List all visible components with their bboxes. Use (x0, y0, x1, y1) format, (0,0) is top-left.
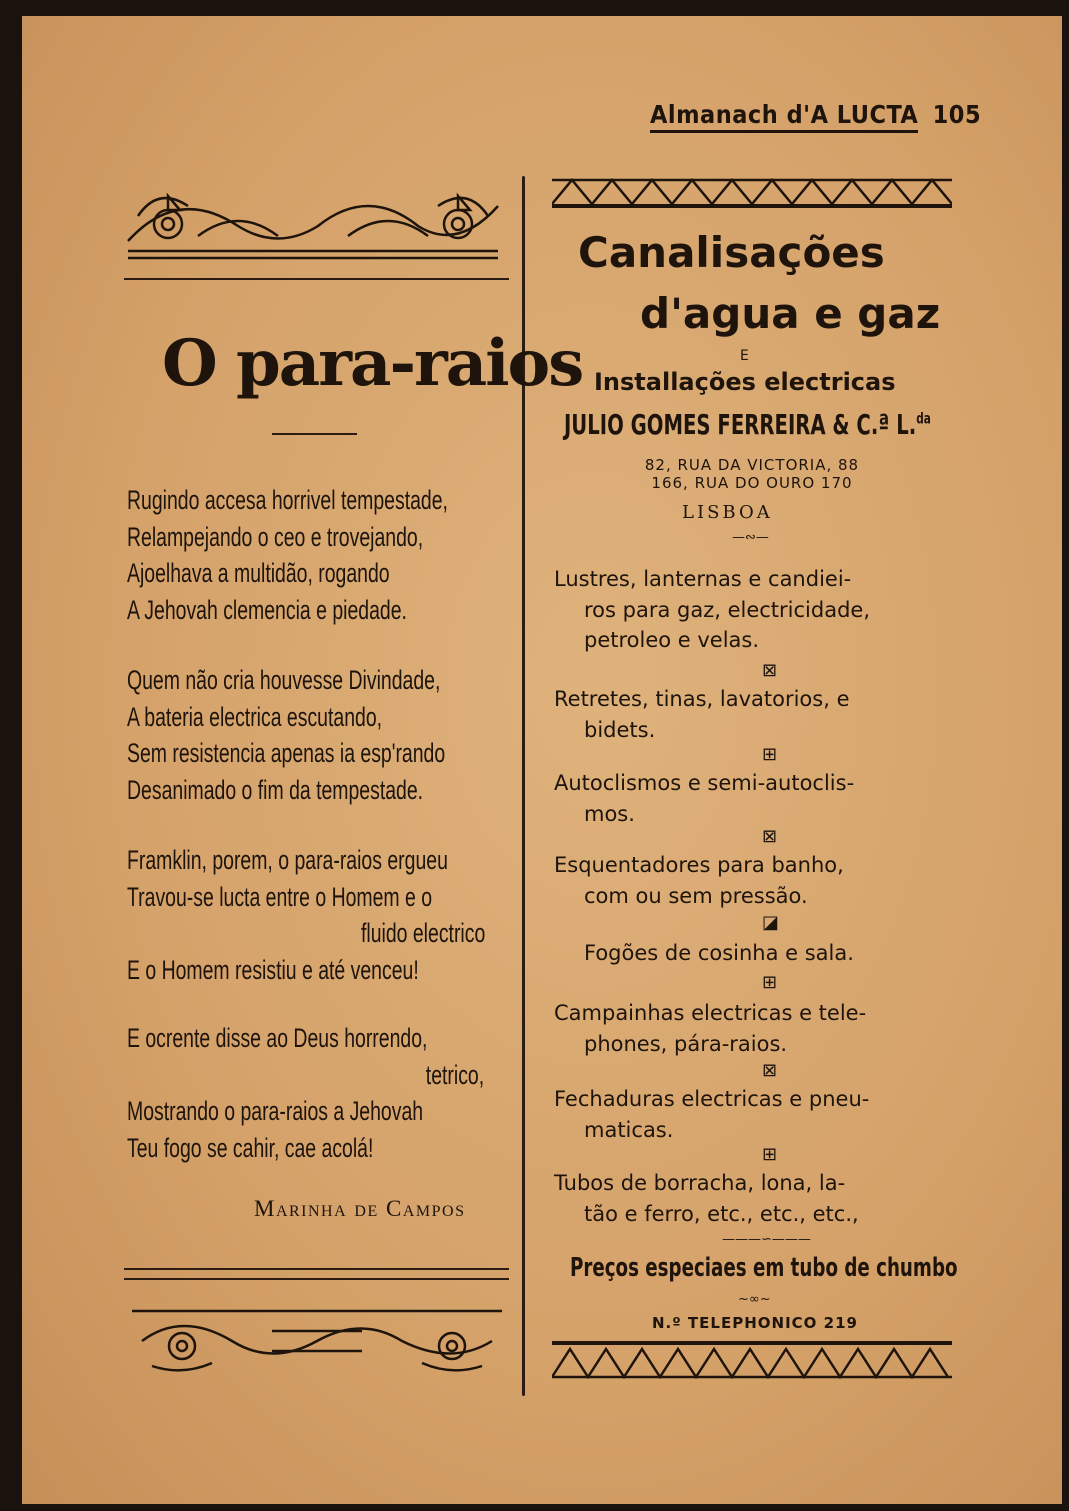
ad-item-lustres (554, 564, 939, 656)
poem-stanza-2 (127, 662, 446, 808)
ad-item-autoclismos (554, 768, 939, 829)
ad-item-fechaduras (554, 1084, 939, 1145)
item-line: Esquentadores para banho, (554, 853, 844, 877)
ad-item-retretes (554, 684, 939, 745)
ad-title-line1: Canalisações (578, 228, 885, 277)
bottom-floral-ornament (122, 1301, 512, 1381)
verse-line: Ajoelhava a multidão, rogando (127, 558, 390, 588)
flourish-icon: ———∽——— (722, 1232, 811, 1247)
ad-item-campainhas (554, 998, 939, 1059)
page-number: 105 (932, 100, 982, 129)
ad-item-tubos (554, 1168, 939, 1229)
verse-line: Framklin, porem, o para-raios ergueu (127, 845, 448, 875)
ornament-icon: ⊠ (762, 826, 778, 847)
item-line: maticas. (584, 1117, 674, 1142)
bottom-rule (124, 1268, 509, 1270)
item-line: Autoclismos e semi-autoclis- (554, 771, 855, 795)
top-floral-ornament (118, 166, 508, 266)
verse-line: Relampejando o ceo e trovejando, (127, 521, 424, 552)
item-line: bidets. (584, 717, 656, 742)
verse-line: tetrico, (425, 1059, 485, 1090)
ad-address-line2: 166, RUA DO OURO 170 (651, 474, 853, 492)
verse-line: Quem não cria houvesse Divindade, (127, 665, 441, 695)
telephone-number: N.º TELEPHONICO 219 (652, 1314, 858, 1332)
item-line: Lustres, lanternas e candiei- (554, 567, 852, 591)
item-line: Retretes, tinas, lavatorios, e (554, 687, 850, 711)
verse-line: Mostrando o para-raios a Jehovah (127, 1096, 424, 1126)
flourish-icon: ~∞~ (738, 1292, 771, 1307)
almanac-page (22, 16, 1062, 1504)
poem-author: Marinha de Campos (254, 1196, 466, 1221)
verse-line: Desanimado o fim da tempestade. (127, 774, 424, 805)
almanac-title: Almanach d'A LUCTA (650, 100, 918, 133)
poem-stanza-3 (127, 842, 486, 988)
verse-line: E ocrente disse ao Deus horrendo, (127, 1023, 428, 1053)
company-name-text: JULIO GOMES FERREIRA & C.ª L. (564, 408, 917, 441)
item-line: mos. (584, 801, 635, 826)
ornament-icon: ⊠ (762, 660, 778, 681)
ad-item-fogoes (554, 938, 939, 969)
verse-line: Rugindo accesa horrivel tempestade, (127, 485, 448, 515)
ornament-icon: ⊠ (762, 1060, 778, 1081)
item-line: petroleo e velas. (584, 628, 760, 652)
ad-city: LISBOA (682, 502, 773, 523)
verse-line: A Jehovah clemencia e piedade. (127, 594, 407, 625)
verse-line: fluido electrico (361, 918, 486, 948)
verse-line: Teu fogo se cahir, cae acolá! (127, 1132, 374, 1163)
special-prices: Preços especiaes em tubo de chumbo (570, 1253, 958, 1283)
item-line: Campainhas electricas e tele- (554, 1001, 867, 1025)
company-suffix: da (916, 409, 931, 428)
top-rule (124, 278, 509, 280)
item-line: com ou sem pressão. (584, 883, 808, 908)
ad-address-line1: 82, RUA DA VICTORIA, 88 (644, 456, 860, 474)
ad-title-line2: d'agua e gaz (640, 289, 941, 338)
poem-stanza-4 (127, 1020, 485, 1166)
item-line: Fechaduras electricas e pneu- (554, 1087, 870, 1111)
running-header (650, 100, 981, 129)
verse-line: Travou-se lucta entre o Homem e o (127, 881, 433, 912)
ad-subtitle: Installações electricas (594, 368, 896, 396)
title-underline (272, 433, 357, 435)
ornament-icon: ⊞ (762, 744, 778, 765)
verse-line: E o Homem resistiu e até venceu! (127, 954, 419, 985)
ad-conjunction: E (740, 348, 749, 364)
verse-line: Sem resistencia apenas ia esp'rando (127, 738, 446, 768)
item-line: Tubos de borracha, lona, la- (554, 1171, 846, 1195)
item-line: Fogões de cosinha e sala. (584, 941, 854, 965)
ad-company-name (564, 408, 931, 441)
ornament-icon: ◪ (762, 912, 780, 933)
flourish-icon: —∾— (732, 530, 769, 545)
bottom-rule (124, 1278, 509, 1280)
item-line: tão e ferro, etc., etc., etc., (584, 1201, 859, 1226)
item-line: phones, pára-raios. (584, 1031, 788, 1056)
ornament-icon: ⊞ (762, 1144, 778, 1165)
poem-title: O para-raios (162, 326, 583, 401)
ornament-icon: ⊞ (762, 972, 778, 993)
item-line: ros para gaz, electricidade, (584, 597, 871, 622)
ad-item-esquentadores (554, 850, 939, 911)
poem-stanza-1 (127, 482, 448, 628)
verse-line: A bateria electrica escutando, (127, 701, 383, 732)
ad-top-border (552, 176, 952, 210)
ad-bottom-border (552, 1341, 952, 1381)
